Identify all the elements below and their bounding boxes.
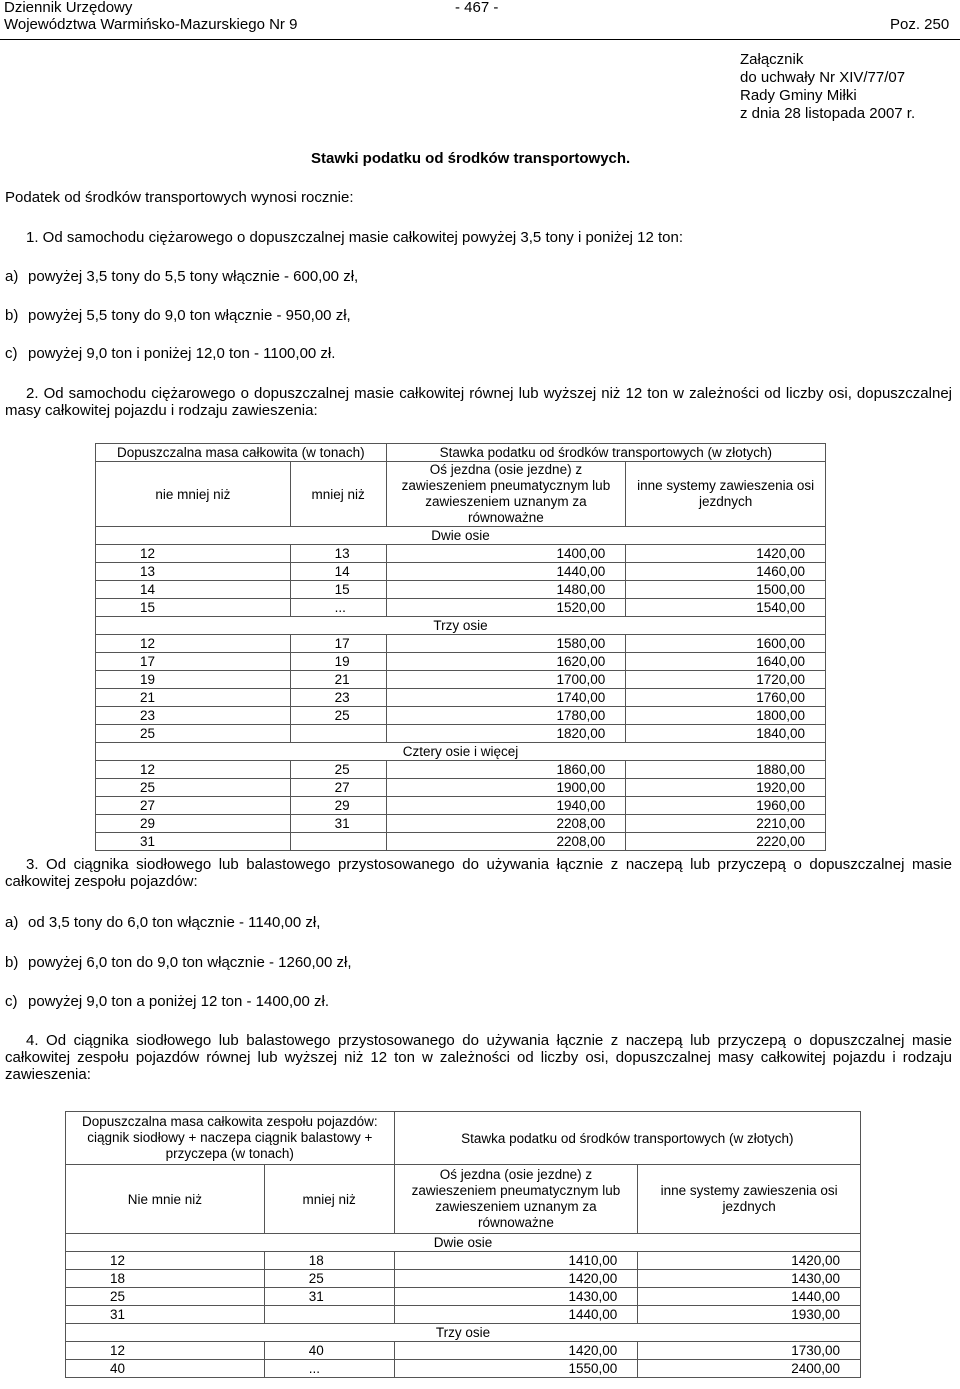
col-min-header: nie mniej niż: [96, 462, 291, 527]
cell-min: 25: [96, 725, 291, 743]
item-marker: c): [5, 345, 18, 362]
cell-pneumatic: 1620,00: [386, 653, 626, 671]
group-label: Dwie osie: [66, 1234, 861, 1252]
cell-max: 31: [290, 815, 386, 833]
cell-pneumatic: 1400,00: [386, 545, 626, 563]
table-row: [96, 689, 826, 707]
cell-max: 17: [290, 635, 386, 653]
tax-table-trucks: [95, 443, 826, 851]
cell-max: 13: [290, 545, 386, 563]
cell-pneumatic: 1940,00: [386, 797, 626, 815]
table-row: [66, 1342, 861, 1360]
annex-line-2: do uchwały Nr XIV/77/07: [740, 69, 906, 86]
cell-other: 1800,00: [626, 707, 826, 725]
cell-other: 2400,00: [638, 1360, 861, 1378]
cell-min: 12: [96, 761, 291, 779]
section1-item-c: [5, 345, 335, 362]
cell-max: 14: [290, 563, 386, 581]
col-rate-header: Stawka podatku od środków transportowych (w złotych): [394, 1112, 860, 1165]
cell-max: 23: [290, 689, 386, 707]
item-text: powyżej 5,5 tony do 9,0 ton włącznie - 950,00 zł,: [28, 307, 351, 324]
cell-min: 25: [96, 779, 291, 797]
item-text: powyżej 6,0 ton do 9,0 ton włącznie - 1260,00 zł,: [28, 954, 352, 971]
annex-line-3: Rady Gminy Miłki: [740, 87, 857, 104]
tax-table-tractors: [65, 1111, 861, 1378]
cell-other: 1440,00: [638, 1288, 861, 1306]
cell-other: 1960,00: [626, 797, 826, 815]
cell-max: 21: [290, 671, 386, 689]
section3-item-c: [5, 993, 329, 1010]
cell-pneumatic: 1740,00: [386, 689, 626, 707]
item-marker: b): [5, 954, 19, 971]
cell-pneumatic: 1700,00: [386, 671, 626, 689]
cell-other: 2220,00: [626, 833, 826, 851]
cell-other: 1930,00: [638, 1306, 861, 1324]
section3-heading: 3. Od ciągnika siodłowego lub balastowego przystosowanego do używania łącznie z naczepą lub przyczepą o dopuszczalnej masie całkowitej zespołu pojazdów:: [5, 856, 952, 890]
cell-pneumatic: 1900,00: [386, 779, 626, 797]
section1-item-b: [5, 307, 351, 324]
cell-min: 12: [66, 1342, 265, 1360]
col-mass-header: Dopuszczalna masa całkowita (w tonach): [96, 444, 387, 462]
table-row: [96, 545, 826, 563]
group-label: Trzy osie: [66, 1324, 861, 1342]
table-row: [66, 1252, 861, 1270]
item-text: powyżej 9,0 ton i poniżej 12,0 ton - 1100,00 zł.: [28, 345, 336, 362]
table-row: [96, 653, 826, 671]
table-row: [96, 707, 826, 725]
cell-other: 1760,00: [626, 689, 826, 707]
item-marker: c): [5, 993, 18, 1010]
header-rule: [0, 39, 960, 40]
cell-other: 1840,00: [626, 725, 826, 743]
cell-min: 23: [96, 707, 291, 725]
cell-min: 13: [96, 563, 291, 581]
cell-pneumatic: 1440,00: [386, 563, 626, 581]
table-row: [96, 563, 826, 581]
cell-other: 1420,00: [626, 545, 826, 563]
cell-min: 31: [96, 833, 291, 851]
col-max-header: mniej niż: [264, 1165, 394, 1234]
item-marker: a): [5, 914, 19, 931]
cell-other: 1460,00: [626, 563, 826, 581]
cell-pneumatic: 1860,00: [386, 761, 626, 779]
page-number: - 467 -: [455, 0, 499, 16]
cell-max: [264, 1306, 394, 1324]
item-text: od 3,5 tony do 6,0 ton włącznie - 1140,00 zł,: [28, 914, 321, 931]
section1-item-a: [5, 268, 358, 285]
section4-heading: 4. Od ciągnika siodłowego lub balastowego przystosowanego do używania łącznie z naczepą lub przyczepą o dopuszczalnej masie całkowitej zespołu pojazdów równej lub wyższej niż 12 ton w zależności od liczby osi, dopuszczalnej masy całkowitej pojazdu i rodzaju zawieszenia:: [5, 1032, 952, 1083]
table-row: [66, 1306, 861, 1324]
col-other-header: inne systemy zawieszenia osi jezdnych: [638, 1165, 861, 1234]
cell-min: 29: [96, 815, 291, 833]
cell-max: 29: [290, 797, 386, 815]
cell-pneumatic: 1550,00: [394, 1360, 638, 1378]
cell-other: 1420,00: [638, 1252, 861, 1270]
table-row: [66, 1270, 861, 1288]
cell-min: 27: [96, 797, 291, 815]
cell-max: 25: [290, 707, 386, 725]
table-row: [96, 779, 826, 797]
cell-min: 12: [66, 1252, 265, 1270]
cell-other: 2210,00: [626, 815, 826, 833]
col-max-header: mniej niż: [290, 462, 386, 527]
table-row: [96, 833, 826, 851]
cell-pneumatic: 1430,00: [394, 1288, 638, 1306]
cell-min: 19: [96, 671, 291, 689]
cell-pneumatic: 1480,00: [386, 581, 626, 599]
section3-item-b: [5, 954, 352, 971]
cell-max: ...: [264, 1360, 394, 1378]
group-label: Dwie osie: [96, 527, 826, 545]
item-text: powyżej 3,5 tony do 5,5 tony włącznie - 600,00 zł,: [28, 268, 359, 285]
annex-line-4: z dnia 28 listopada 2007 r.: [740, 105, 916, 122]
page-title: Stawki podatku od środków transportowych.: [311, 150, 631, 167]
cell-other: 1880,00: [626, 761, 826, 779]
intro-text: Podatek od środków transportowych wynosi rocznie:: [5, 189, 354, 206]
table-row: [96, 725, 826, 743]
table-row: [66, 1288, 861, 1306]
table-row: [96, 635, 826, 653]
cell-other: 1430,00: [638, 1270, 861, 1288]
table-row: [96, 581, 826, 599]
section1-heading: 1. Od samochodu ciężarowego o dopuszczalnej masie całkowitej powyżej 3,5 tony i poniżej 12 ton:: [26, 229, 684, 246]
cell-min: 18: [66, 1270, 265, 1288]
cell-min: 17: [96, 653, 291, 671]
cell-max: 25: [290, 761, 386, 779]
item-marker: b): [5, 307, 19, 324]
cell-max: 31: [264, 1288, 394, 1306]
col-other-header: inne systemy zawieszenia osi jezdnych: [626, 462, 826, 527]
cell-min: 14: [96, 581, 291, 599]
cell-other: 1640,00: [626, 653, 826, 671]
cell-max: 19: [290, 653, 386, 671]
cell-min: 15: [96, 599, 291, 617]
cell-min: 25: [66, 1288, 265, 1306]
cell-pneumatic: 2208,00: [386, 815, 626, 833]
cell-max: 25: [264, 1270, 394, 1288]
cell-max: 40: [264, 1342, 394, 1360]
cell-other: 1540,00: [626, 599, 826, 617]
cell-min: 40: [66, 1360, 265, 1378]
section3-item-a: [5, 914, 320, 931]
cell-max: 27: [290, 779, 386, 797]
cell-pneumatic: 1580,00: [386, 635, 626, 653]
cell-max: [290, 725, 386, 743]
cell-max: 15: [290, 581, 386, 599]
position-number: Poz. 250: [890, 16, 950, 33]
cell-max: [290, 833, 386, 851]
cell-min: 12: [96, 545, 291, 563]
cell-pneumatic: 1420,00: [394, 1270, 638, 1288]
journal-name: Dziennik Urzędowy: [4, 0, 133, 16]
item-text: powyżej 9,0 ton a poniżej 12 ton - 1400,00 zł.: [28, 993, 330, 1010]
item-marker: a): [5, 268, 19, 285]
cell-max: 18: [264, 1252, 394, 1270]
group-label: Trzy osie: [96, 617, 826, 635]
cell-pneumatic: 1520,00: [386, 599, 626, 617]
cell-other: 1730,00: [638, 1342, 861, 1360]
table-row: [96, 761, 826, 779]
annex-block: [740, 51, 915, 123]
col-pneumatic-header: Oś jezdna (osie jezdne) z zawieszeniem pneumatycznym lub zawieszeniem uznanym za równoważne: [394, 1165, 638, 1234]
cell-max: ...: [290, 599, 386, 617]
cell-other: 1920,00: [626, 779, 826, 797]
section2-heading: 2. Od samochodu ciężarowego o dopuszczalnej masie całkowitej równej lub wyższej niż 12 ton w zależności od liczby osi, dopuszczalnej masy całkowitej pojazdu i rodzaju zawieszenia:: [5, 385, 952, 419]
cell-other: 1720,00: [626, 671, 826, 689]
col-min-header: Nie mnie niż: [66, 1165, 265, 1234]
cell-pneumatic: 1820,00: [386, 725, 626, 743]
cell-pneumatic: 1410,00: [394, 1252, 638, 1270]
cell-min: 31: [66, 1306, 265, 1324]
cell-pneumatic: 1440,00: [394, 1306, 638, 1324]
table-row: [96, 797, 826, 815]
col-rate-header: Stawka podatku od środków transportowych (w złotych): [386, 444, 825, 462]
cell-other: 1500,00: [626, 581, 826, 599]
cell-other: 1600,00: [626, 635, 826, 653]
cell-min: 12: [96, 635, 291, 653]
annex-line-1: Załącznik: [740, 51, 804, 68]
cell-min: 21: [96, 689, 291, 707]
cell-pneumatic: 1780,00: [386, 707, 626, 725]
table-row: [66, 1360, 861, 1378]
table-row: [96, 815, 826, 833]
col-mass-header: Dopuszczalna masa całkowita zespołu pojazdów: ciągnik siodłowy + naczepa ciągnik balastowy + przyczepa (w tonach): [66, 1112, 395, 1165]
cell-pneumatic: 2208,00: [386, 833, 626, 851]
table-row: [96, 671, 826, 689]
col-pneumatic-header: Oś jezdna (osie jezdne) z zawieszeniem pneumatycznym lub zawieszeniem uznanym za równoważne: [386, 462, 626, 527]
journal-region: Województwa Warmińsko-Mazurskiego Nr 9: [4, 16, 298, 33]
cell-pneumatic: 1420,00: [394, 1342, 638, 1360]
group-label: Cztery osie i więcej: [96, 743, 826, 761]
table-row: [96, 599, 826, 617]
